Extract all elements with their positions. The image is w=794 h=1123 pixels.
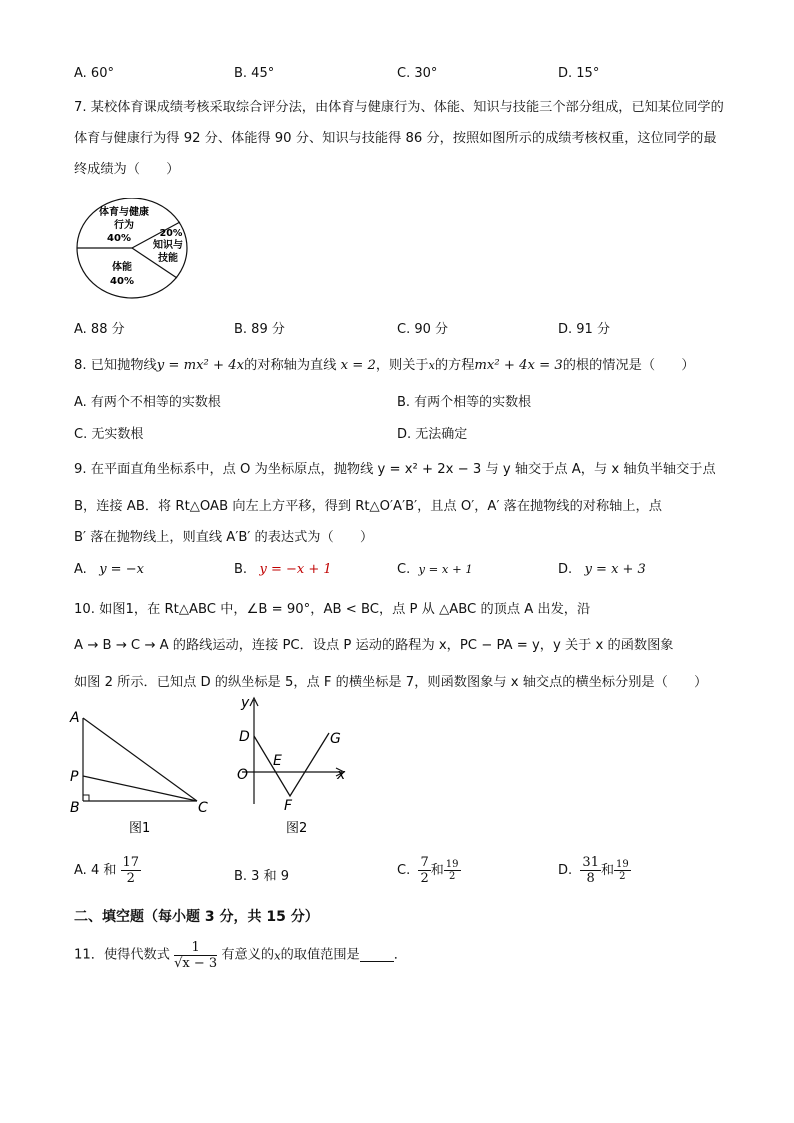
pie-label-stamina-1: 体能 (112, 262, 132, 273)
fig1-right-angle-mark (83, 795, 89, 801)
q9-line-1: 9. 在平面直角坐标系中，点 O 为坐标原点，抛物线 y = x² + 2x − 3 与 y 轴交于点 A，与 x 轴负半轴交于点 (74, 462, 716, 477)
fig2-label-x: x (337, 767, 346, 783)
fig1-label-p: P (70, 769, 79, 785)
q9-option-a: A. y = −x (74, 562, 144, 577)
q7-option-d: D. 91 分 (558, 322, 610, 337)
q10-figure-1 (66, 704, 226, 839)
q10-line-3: 如图 2 所示．已知点 D 的纵坐标是 5，点 F 的横坐标是 7，则函数图象与 x 轴交点的横坐标分别是（ ） (74, 675, 708, 690)
q11-answer-blank[interactable] (360, 949, 394, 962)
fig2-label-o: O (237, 767, 249, 783)
pie-label-stamina-pct: 40% (110, 276, 134, 287)
pie-label-knowledge-pct: 20% (159, 228, 183, 239)
q10-option-a: A. 4 和 $\frac{17}{2}$ (74, 855, 140, 886)
q7-option-c: C. 90 分 (397, 322, 449, 337)
pie-label-knowledge-1: 知识与 (153, 240, 183, 251)
q8-option-d: D. 无法确定 (397, 427, 468, 442)
pie-label-behavior-1: 体育与健康 (99, 207, 149, 218)
q11-stem: 11．使得代数式 $\frac{1}{√x - 3}$ 有意义的x的取值范围是 ． (74, 940, 407, 971)
fig1-label-c: C (198, 800, 208, 816)
fig1-caption: 图1 (129, 821, 151, 836)
fig2-label-d: D (239, 729, 250, 745)
q6-option-b: B. 45° (234, 66, 275, 81)
section-2-title: 二、填空题（每小题 3 分，共 15 分） (74, 909, 319, 925)
q9-option-c: C. y = x + 1 (397, 562, 473, 577)
q8-option-c: C. 无实数根 (74, 427, 144, 442)
q6-option-a: A. 60° (74, 66, 114, 81)
q10-option-c: C. $\frac{7}{2}$ 和 $\frac{19}{2}$ (397, 855, 459, 886)
fig2-label-f: F (284, 798, 293, 814)
q10-line-1: 10. 如图1，在 Rt△ABC 中，∠B = 90°，AB < BC，点 P 从 △ABC 的顶点 A 出发，沿 (74, 602, 591, 617)
q6-option-c: C. 30° (397, 66, 438, 81)
q8-stem: 8. 已知抛物线y = mx² + 4x的对称轴为直线 x = 2，则关于x的方程mx² + 4x = 3的根的情况是（ ） (74, 358, 695, 373)
pie-label-behavior-2: 行为 (114, 220, 134, 231)
q9-option-b: B. y = −x + 1 (234, 562, 332, 577)
pie-label-knowledge-2: 技能 (158, 253, 178, 264)
q7-option-a: A. 88 分 (74, 322, 125, 337)
pie-label-behavior-pct: 40% (107, 233, 131, 244)
q10-line-2: A → B → C → A 的路线运动，连接 PC．设点 P 运动的路程为 x，PC − PA = y，y 关于 x 的函数图象 (74, 638, 674, 653)
fig1-label-a: A (70, 710, 80, 726)
q8-option-a: A. 有两个不相等的实数根 (74, 395, 221, 410)
fig2-function-graph (254, 733, 329, 796)
fig2-label-g: G (330, 731, 341, 747)
q7-stem: 7. 某校体育课成绩考核采取综合评分法，由体育与健康行为、体能、知识与技能三个部分组成，已知某位同学的体育与健康行为得 92 分、体能得 90 分、知识与技能得 86 分，按照如图所示的成绩考核权重，这位同学的最终成绩为（ ） (74, 100, 724, 177)
fig1-label-b: B (70, 800, 80, 816)
q9-line-3: B′ 落在抛物线上，则直线 A′B′ 的表达式为（ ） (74, 530, 374, 545)
q7-option-b: B. 89 分 (234, 322, 285, 337)
q8-option-b: B. 有两个相等的实数根 (397, 395, 532, 410)
q10-figure-2 (228, 692, 358, 839)
q10-option-b: B. 3 和 9 (234, 869, 289, 884)
fig2-label-y: y (241, 695, 250, 711)
q9-option-d: D. y = x + 3 (558, 562, 646, 577)
fig2-caption: 图2 (286, 821, 308, 836)
q7-pie-chart (74, 198, 194, 302)
fig2-label-e: E (273, 753, 282, 769)
q10-option-d: D. $\frac{31}{8}$ 和 $\frac{19}{2}$ (558, 855, 629, 886)
q9-line-2: B，连接 AB．将 Rt△OAB 向左上方平移，得到 Rt△O′A′B′，且点 O′，A′ 落在抛物线的对称轴上，点 (74, 499, 662, 514)
q6-option-d: D. 15° (558, 66, 600, 81)
